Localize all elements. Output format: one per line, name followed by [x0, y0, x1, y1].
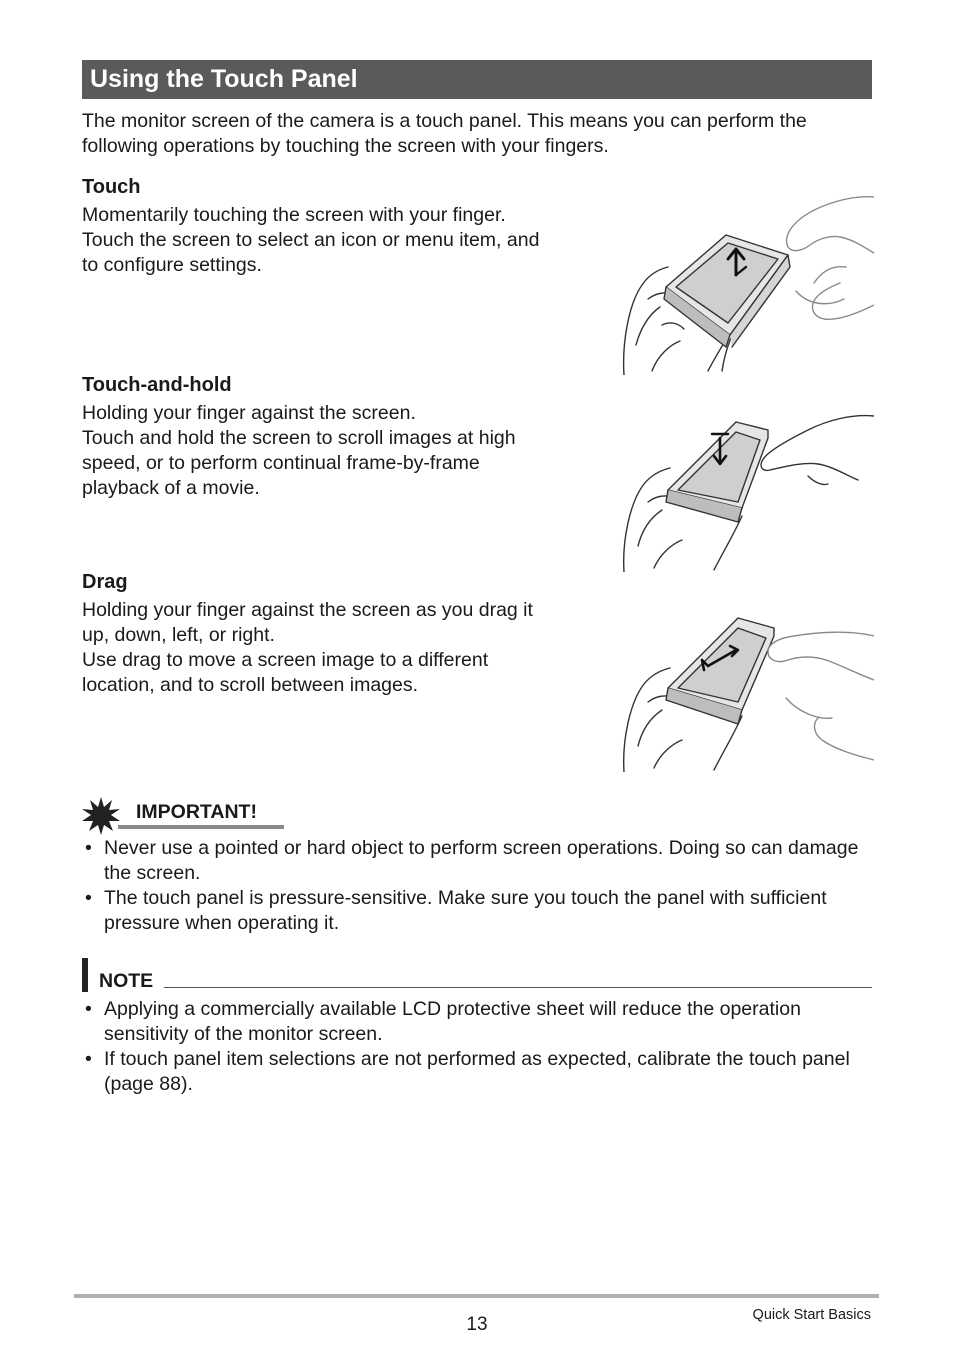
description-line: Touch and hold the screen to scroll images at high	[82, 427, 516, 449]
operation-description	[82, 598, 582, 698]
description-line: location, and to scroll between images.	[82, 674, 419, 696]
operation-drag	[82, 570, 582, 698]
description-line: to configure settings.	[82, 254, 262, 276]
starburst-icon	[82, 797, 120, 835]
list-item: • Never use a pointed or hard object to perform screen operations. Doing so can damage the screen.	[82, 836, 872, 886]
important-underline	[118, 825, 284, 829]
note-list	[82, 997, 872, 1097]
operation-title: Touch	[82, 176, 141, 198]
touch-illustration	[618, 195, 874, 375]
touch-and-hold-illustration	[618, 410, 874, 572]
description-line: playback of a movie.	[82, 477, 260, 499]
operation-title: Touch-and-hold	[82, 374, 232, 396]
list-item: • If touch panel item selections are not performed as expected, calibrate the touch panel (page 88).	[82, 1047, 872, 1097]
drag-illustration	[618, 610, 874, 772]
description-line: Holding your finger against the screen.	[82, 402, 416, 424]
section-title: Using the Touch Panel	[82, 60, 872, 99]
page-number: 13	[466, 1314, 488, 1335]
note-rule	[164, 987, 872, 988]
footer-section-name: Quick Start Basics	[752, 1307, 871, 1323]
operation-description	[82, 401, 582, 501]
description-line: up, down, left, or right.	[82, 624, 275, 646]
operation-touch-and-hold	[82, 373, 582, 501]
intro-paragraph: The monitor screen of the camera is a touch panel. This means you can perform the following operations by touching the screen with your fingers.	[82, 110, 807, 157]
operation-touch	[82, 175, 582, 278]
note-label: NOTE	[99, 970, 154, 992]
operation-title: Drag	[82, 571, 128, 593]
description-line: Momentarily touching the screen with your finger.	[82, 204, 506, 226]
description-line: Holding your finger against the screen as you drag it	[82, 599, 533, 621]
description-line: speed, or to perform continual frame-by-frame	[82, 452, 480, 474]
description-line: Touch the screen to select an icon or menu item, and	[82, 229, 540, 251]
important-label: IMPORTANT!	[136, 801, 257, 823]
description-line: Use drag to move a screen image to a different	[82, 649, 489, 671]
operation-description	[82, 203, 582, 278]
note-marker	[82, 958, 88, 992]
list-item: • Applying a commercially available LCD protective sheet will reduce the operation sensitivity of the monitor screen.	[82, 997, 872, 1047]
footer-rule	[74, 1294, 879, 1298]
list-item: • The touch panel is pressure-sensitive. Make sure you touch the panel with sufficient pressure when operating it.	[82, 886, 872, 936]
important-list	[82, 836, 872, 936]
